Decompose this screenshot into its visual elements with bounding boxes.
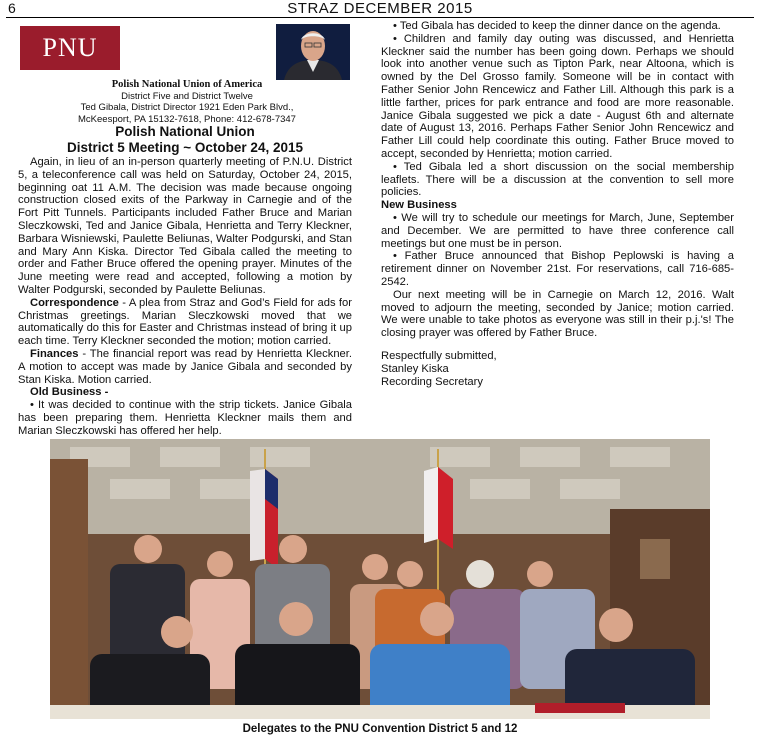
old-business-item-4: • Ted Gibala led a short discussion on the social membership leaflets. There will be a discussion at the convention to sell more policies. (381, 160, 734, 199)
old-business-item-1: • It was decided to continue with the strip tickets. Janice Gibala has been preparing them. Henrietta Kleckner mails them and Marian Sleczkowski has offered her help. (18, 399, 352, 437)
org-name: Polish National Union of America (111, 79, 263, 90)
signature-block (381, 350, 734, 388)
org-info (22, 79, 352, 125)
director-portrait (276, 24, 350, 80)
paragraph-finances (18, 348, 352, 386)
old-business-item-2: • Ted Gibala has decided to keep the dinner dance on the agenda. (393, 20, 721, 32)
signature-name: Stanley Kiska (381, 362, 449, 375)
signature-line-1: Respectfully submitted, (381, 349, 497, 362)
correspondence-text: - A plea from Straz and God’s Field for ads for Christmas greetings. Marian Sleczkowski moved that we automatically do this for Easter and Christmas instead of bring it up each time. Terry Kleckner seconded the motion; motion carried. (18, 296, 352, 348)
org-line-4: McKeesport, PA 15132-7618, Phone: 412-678-7347 (78, 113, 296, 125)
group-photo (50, 439, 710, 719)
newspaper-title: STRAZ DECEMBER 2015 (287, 0, 473, 17)
org-line-3: Ted Gibala, District Director 1921 Eden Park Blvd., (80, 102, 294, 113)
article-heading-1: Polish National Union (115, 124, 255, 139)
page-number: 6 (8, 0, 16, 16)
old-business-item-3: • Children and family day outing was discussed, and Henrietta Kleckner said the number has been going down. Perhaps we should look into another venue such as Tipton Park, near Altoona, which is owned by the Del Grosso family. Someone will be in contact with Father Senior John Rencewicz and Father Lill. Although this park is a little farther, prices for park entrance and food are more reasonable. Janice Gibala suggested we pick a date - August 6th and alternate date of August 13, 2016. Perhaps Father Senior John Rencewicz and Father Lill could help coordinate this outing. Father Bruce moved to accept, seconded by Henrietta; motion carried. (381, 32, 734, 160)
article-right-column (381, 20, 734, 388)
paragraph-correspondence (18, 297, 352, 348)
signature-title: Recording Secretary (381, 375, 483, 388)
photo-caption: Delegates to the PNU Convention District 5 and 12 (242, 723, 518, 735)
org-line-2: District Five and District Twelve (121, 90, 253, 102)
pnu-logo (20, 26, 120, 70)
paragraph-intro: Again, in lieu of an in-person quarterly meeting of P.N.U. District 5, a teleconference call was held on Saturday, October 24, 2015, beginning oat 11 A.M. The decision was made because ongoing construction closed exits of the Parkway in Carnegie and of the Fort Pitt Tunnels. Participants included Father Bruce and Marian Sleczkowski, Ted and Janice Gibala, Henrietta and Terry Kleckner, Barbara Wisniewski, Paulette Beliunas, Walter Podgurski, and Stan and Mary Ann Kiska. Director Ted Gibala called the meeting to order and Father Bruce offered the opening prayer. Minutes of the June meeting were read and accepted, following a motion by Walter Podgurski, seconded by Paulette Beliunas. (18, 156, 352, 296)
header-rule (6, 17, 754, 18)
new-business-item-2: • Father Bruce announced that Bishop Peplowski is having a retirement dinner on November 21st. For reservations, call 716-685-2542. (381, 250, 734, 288)
new-business-item-1: • We will try to schedule our meetings for March, June, September and December. We are permitted to have three conference call meetings but one must be in person. (381, 211, 734, 250)
correspondence-label: Correspondence (30, 296, 119, 309)
closing-paragraph: Our next meeting will be in Carnegie on March 12, 2016. Walt moved to adjourn the meeting, seconded by Janice; motion carried. We were unable to take photos as everyone was still in their p.j.'s! The closing prayer was offered by Father Bruce. (381, 288, 734, 340)
finances-text: - The financial report was read by Henrietta Kleckner. A motion to accept was made by Janice Gibala and seconded by Stan Kiska. Motion carried. (18, 347, 352, 386)
article-heading-2: District 5 Meeting ~ October 24, 2015 (67, 140, 303, 155)
new-business-label: New Business (381, 199, 457, 212)
article-left-column (18, 124, 352, 437)
finances-label: Finances (30, 347, 79, 360)
pnu-logo-text: PNU (42, 33, 98, 62)
old-business-label: Old Business - (30, 386, 109, 399)
